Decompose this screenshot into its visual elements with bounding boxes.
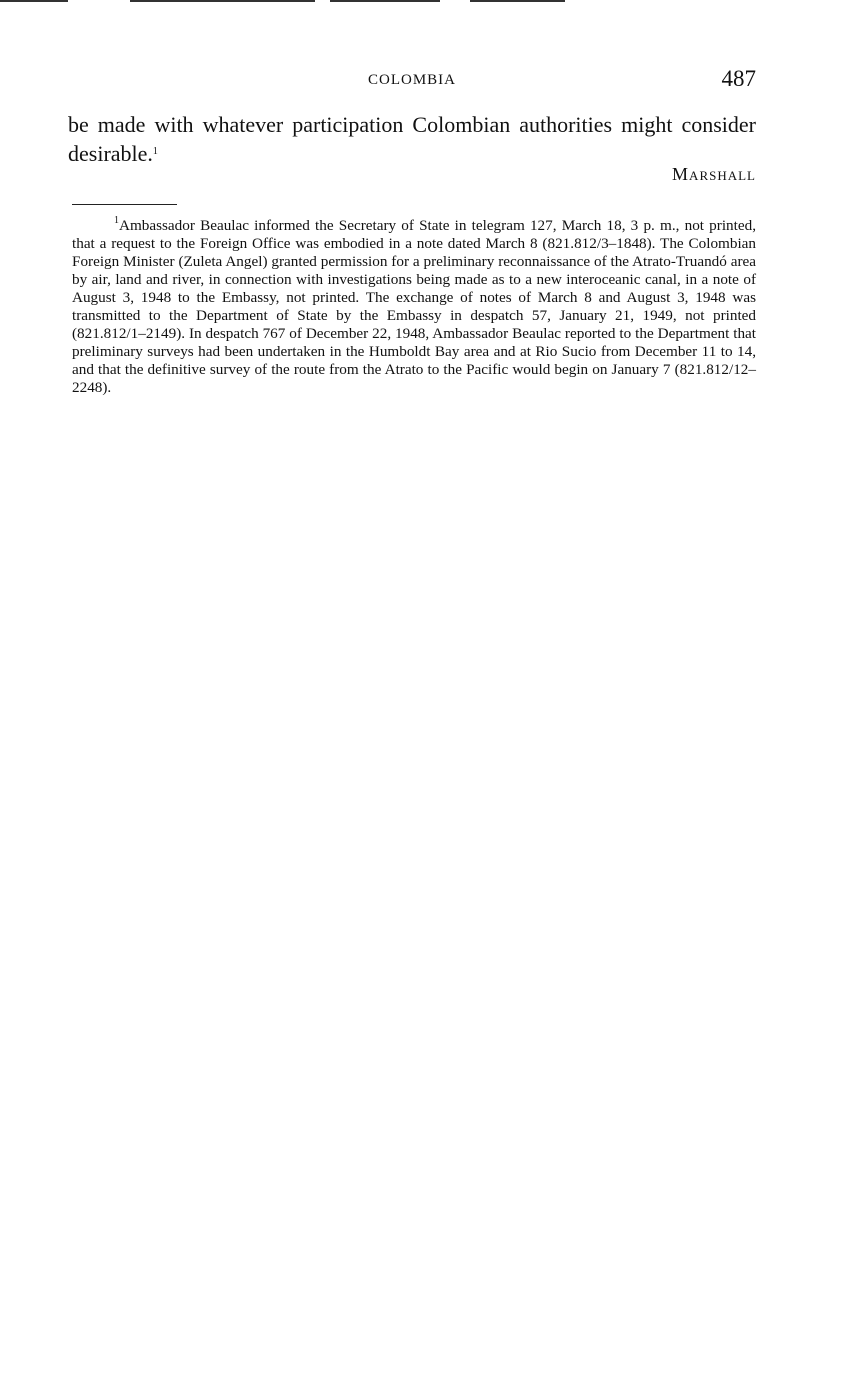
body-text: be made with whatever participation Colombian authorities might consider desirable.: [68, 112, 756, 166]
footnote-separator: [72, 204, 177, 205]
footnote: [72, 217, 756, 397]
body-paragraph: [68, 110, 756, 168]
page-number: 487: [721, 66, 756, 91]
footnote-marker: 1: [114, 215, 119, 226]
top-edge-rule-center: [130, 0, 315, 2]
running-head: COLOMBIA: [367, 72, 456, 88]
top-edge-rule-right: [330, 0, 440, 2]
top-edge-rule-far: [470, 0, 565, 2]
footnote-text: Ambassador Beaulac informed the Secretary of State in telegram 127, March 18, 3 p. m., not printed, that a request to the Foreign Office was embodied in a note dated March 8 (821.812/3–1848). The Colombian Foreign Minister (Zuleta Angel) granted permission for a preliminary reconnaissance of the Atrato-Truandó area by air, land and river, in connection with investigations being made as to a new interoceanic canal, in a note of August 3, 1948 to the Embassy, not printed. The exchange of notes of March 8 and August 3, 1948 was transmitted to the Department of State by the Embassy in despatch 57, January 21, 1949, not printed (821.812/1–2149). In despatch 767 of December 22, 1948, Ambassador Beaulac reported to the Department that preliminary surveys had been undertaken in the Humboldt Bay area and at Rio Sucio from December 11 to 14, and that the definitive survey of the route from the Atrato to the Pacific would begin on January 7 (821.812/12–2248).: [72, 217, 756, 396]
footnote-reference: 1: [152, 146, 158, 157]
top-edge-rule-left: [0, 0, 68, 2]
page-header: [68, 66, 756, 96]
signature: Marshall: [672, 164, 756, 184]
